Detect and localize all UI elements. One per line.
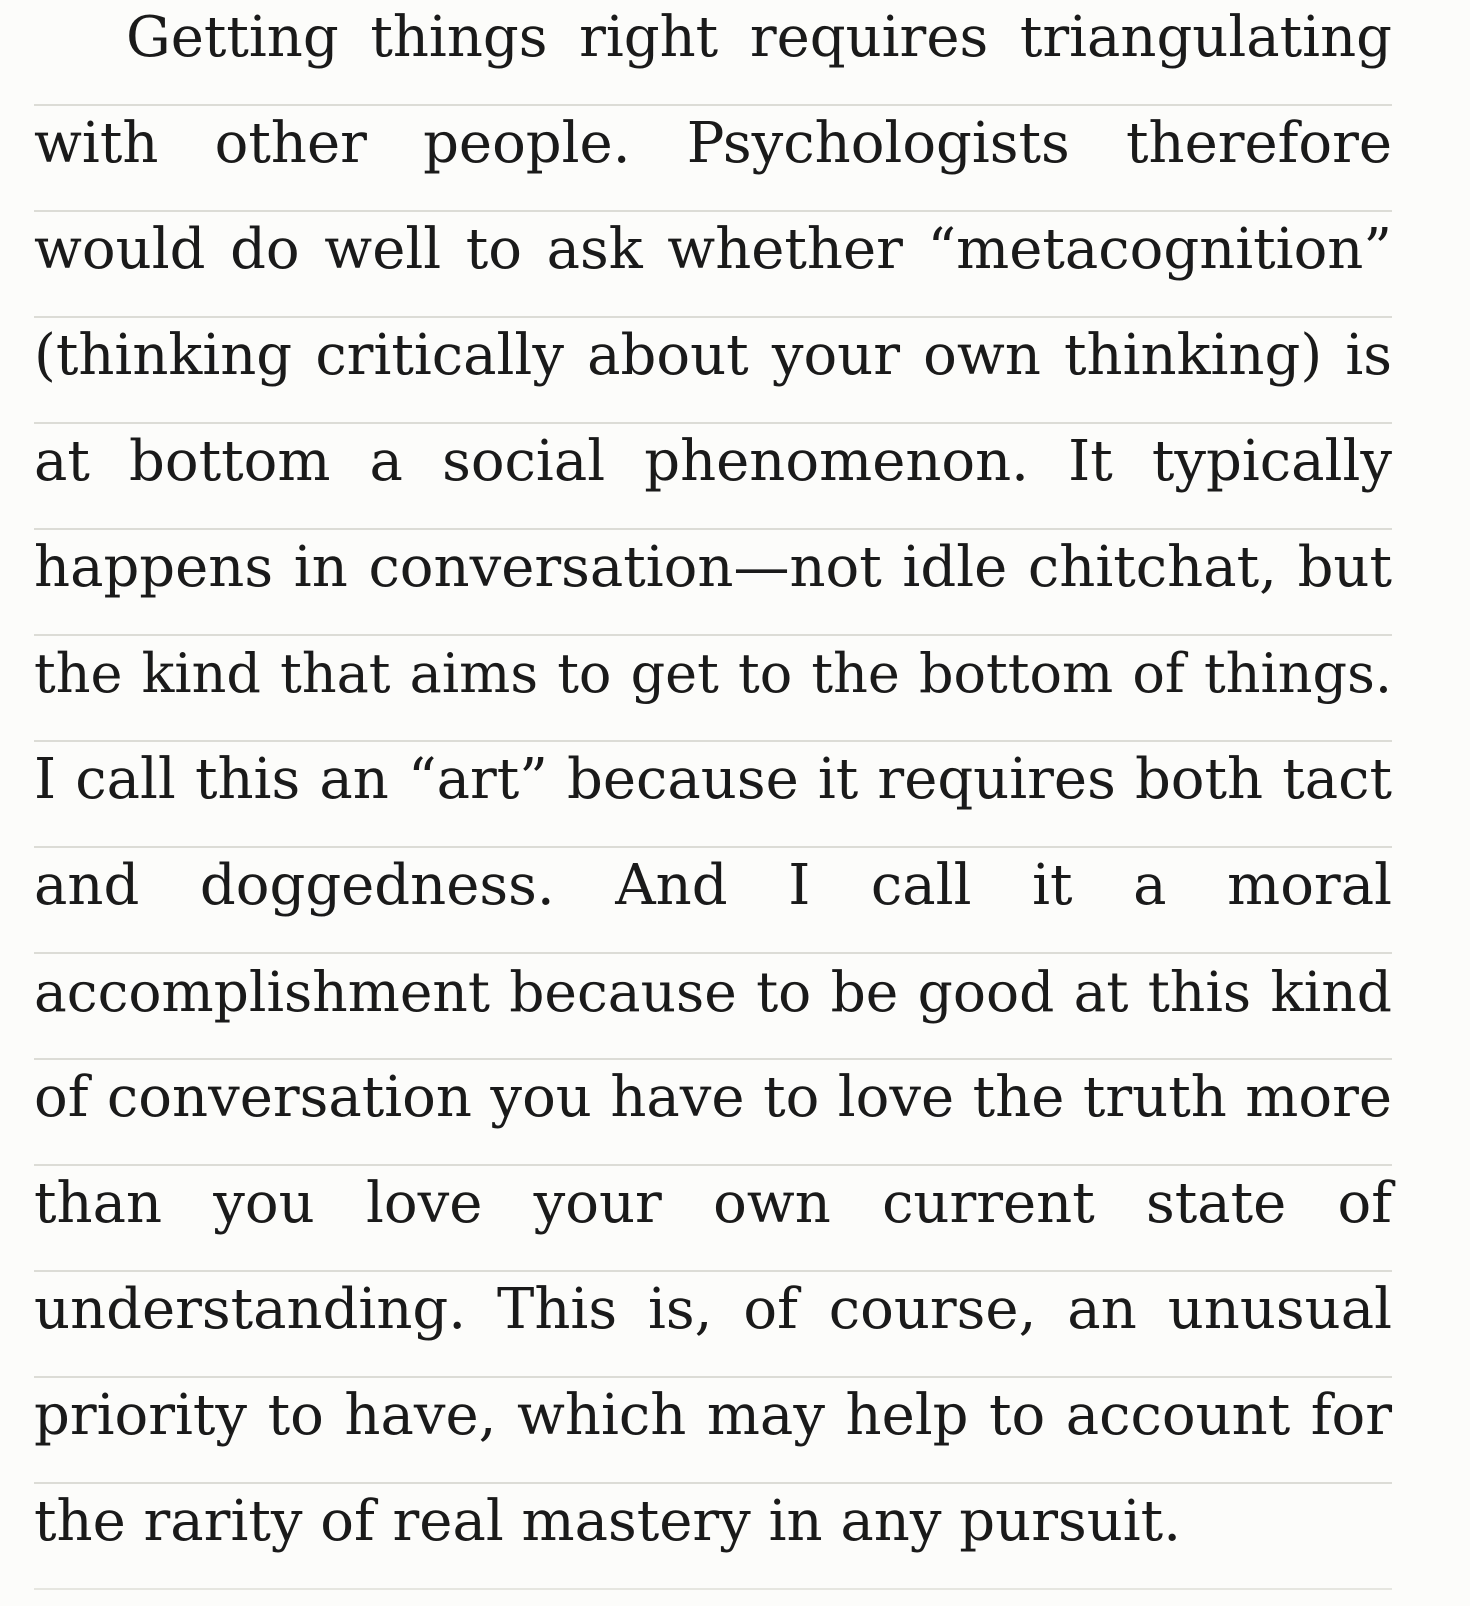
text-line: I call this an “art” because it requires both tact <box>34 742 1392 848</box>
text-line: than you love your own current state of <box>34 1166 1392 1272</box>
text-line: with other people. Psychologists therefore <box>34 106 1392 212</box>
text-line: of conversation you have to love the truth more <box>34 1060 1392 1166</box>
body-paragraph <box>34 0 1392 1590</box>
text-line: happens in conversation—not idle chitchat, but <box>34 530 1392 636</box>
text-line: Getting things right requires triangulating <box>34 0 1392 106</box>
text-line: the rarity of real mastery in any pursuit. <box>34 1484 1392 1590</box>
text-line: understanding. This is, of course, an unusual <box>34 1272 1392 1378</box>
text-line: at bottom a social phenomenon. It typically <box>34 424 1392 530</box>
text-line: and doggedness. And I call it a moral <box>34 848 1392 954</box>
text-line: accomplishment because to be good at this kind <box>34 954 1392 1060</box>
text-line: the kind that aims to get to the bottom of things. <box>34 636 1392 742</box>
text-line: would do well to ask whether “metacognition” <box>34 212 1392 318</box>
text-line: (thinking critically about your own thinking) is <box>34 318 1392 424</box>
book-page <box>34 0 1392 1590</box>
text-line: priority to have, which may help to account for <box>34 1378 1392 1484</box>
